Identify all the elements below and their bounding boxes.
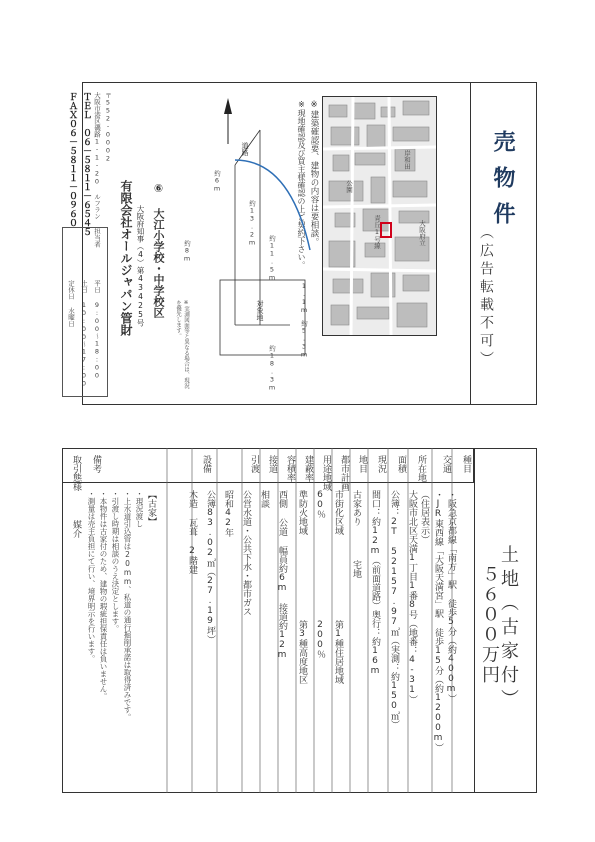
company-address: 大阪市港区磯路1-1-20 ルフラン — [93, 92, 101, 220]
height-value: 第3種高度地区 — [297, 620, 307, 684]
dim-4: 約11.5m — [268, 235, 276, 282]
hdr-floor: 容積率 — [285, 455, 295, 482]
survey-note: ※実測図面等と異なる場合は、現況を優先します。 — [175, 300, 189, 389]
property-type: 土地（古家付） — [498, 545, 519, 713]
dim-1: 1.1m — [300, 282, 308, 314]
hdr-type: 種目 — [461, 455, 471, 473]
cityplan-value: 市街化区域 — [333, 490, 343, 535]
hours-3: 定休日 水曜日 — [67, 280, 75, 327]
equipment-value: 公営水道・公共下水・都市ガス — [241, 490, 251, 616]
north-arrow — [224, 98, 232, 144]
location-value: 大阪市北区天満1丁目1番8号（地番：4-31） — [407, 490, 417, 704]
remarks-head: 【古家】 — [146, 490, 156, 526]
survey-plan — [140, 90, 315, 380]
remark-4: ・本物件は古家付のため、建物の瑕疵担保責任は負いません。 — [99, 490, 108, 700]
dim-2: 約5.3m — [300, 320, 308, 359]
property-price: ５６００万円 — [479, 565, 500, 685]
hdr-area: 面積 — [396, 455, 406, 473]
note-checked: ※現地確認及び買主様確認の上ご契約下さい。 — [297, 100, 306, 269]
map-label-4: 公園 — [345, 180, 353, 193]
map-label-3: 青丘1号線 — [373, 215, 381, 249]
remark-2: ・上水道引込管は20mm、私道の通行掘削承諾は取得済みです。 — [123, 490, 132, 721]
buildarea-value: 公簿83.02㎡（27.19坪） — [205, 490, 215, 644]
footer-label: 取引態様 — [71, 455, 81, 491]
road-value: 西側 公道 幅員約6m 接道約12m — [277, 490, 287, 660]
buildyear-value: 昭和42年 — [223, 490, 233, 537]
dim-6: 約8m — [183, 240, 191, 263]
area-land: 公簿：2T 52157.97㎡（実測：約150㎡） — [389, 490, 399, 729]
hdr-coverage: 建蔽率 — [303, 455, 313, 482]
plot-label: 対象地 — [256, 300, 264, 321]
floor-value: 200％ — [315, 620, 325, 659]
handover-value: 相談 — [259, 490, 269, 508]
hdr-status: 現況 — [376, 455, 386, 473]
footer-value: 媒介 — [71, 520, 81, 538]
hdr-landtype: 地目 — [357, 455, 367, 473]
hdr-equip: 設備 — [201, 455, 211, 473]
dim-5: 約18.3m — [268, 345, 276, 392]
hours-1: 平日 9:00〜18:00 — [93, 280, 101, 380]
hdr-handover: 引渡 — [249, 455, 259, 473]
hours-2: 土日 10:00〜17:00 — [80, 280, 88, 388]
map-label-2: 岸和田 — [403, 150, 411, 170]
coverage-value: 60％ — [315, 490, 325, 519]
hours-box — [62, 227, 108, 397]
company-tel: ＴＥＬ ０６－５８１１－６５４５ — [81, 92, 91, 236]
company-name: 有限会社オールジャパン管財 — [119, 180, 133, 336]
remark-3: ・引渡し時期は相談のうえ決定とします。 — [111, 490, 120, 633]
hdr-remarks: 備考 — [91, 455, 101, 473]
road-label: 道路 — [241, 142, 249, 156]
fire-value: 準防火地域 — [297, 490, 307, 535]
company-license: 大阪府知事（4）第43425号 — [136, 205, 145, 327]
transport-2: ・JR東西線「大阪天満宮」駅 徒歩15分（約1200m） — [433, 490, 443, 752]
hdr-transport: 交通 — [441, 455, 451, 473]
page-title: 売物件 — [490, 130, 515, 238]
hdr-road: 接道 — [267, 455, 277, 473]
building-value: 木造 瓦葺 2階建 — [187, 490, 197, 574]
dim-7: 約6m — [213, 170, 221, 193]
remark-5: ・測量は売主負担にて行い、境界明示を行います。 — [87, 490, 96, 663]
page-subtitle: （広告転載不可） — [478, 225, 494, 369]
hdr-cityplan: 都市計画 — [339, 455, 349, 491]
dim-3: 約13.2m — [248, 200, 256, 247]
note-consult: ※建築確認要、建物の内容は要相談。 — [309, 100, 319, 246]
hdr-location: 所在地 — [416, 455, 426, 482]
remark-1: ・現況渡し — [135, 490, 144, 528]
zone-value: 第1種住居地域 — [333, 620, 343, 684]
company-postal: 〒552-0002 — [104, 92, 112, 163]
area-frontage: 間口：約12m（前面道路）奥行：約16m — [370, 490, 380, 676]
location-label: （住居表示） — [419, 490, 429, 544]
transport-1: ・阪急京都線「南方」駅 徒歩5分（約400m） — [446, 490, 456, 703]
landtype-value: 宅地 — [351, 560, 361, 578]
company-person: 担当者 — [93, 228, 101, 248]
school-district: ⑥ 大江小学校・中学校区 — [152, 182, 165, 318]
hdr-zone: 用途地域 — [321, 455, 331, 491]
company-fax: ＦＡＸ０６－５８１１－０９６０ — [67, 92, 77, 227]
map-label-1: 大阪府立 — [418, 220, 426, 246]
status-value: 古家あり — [351, 490, 361, 526]
